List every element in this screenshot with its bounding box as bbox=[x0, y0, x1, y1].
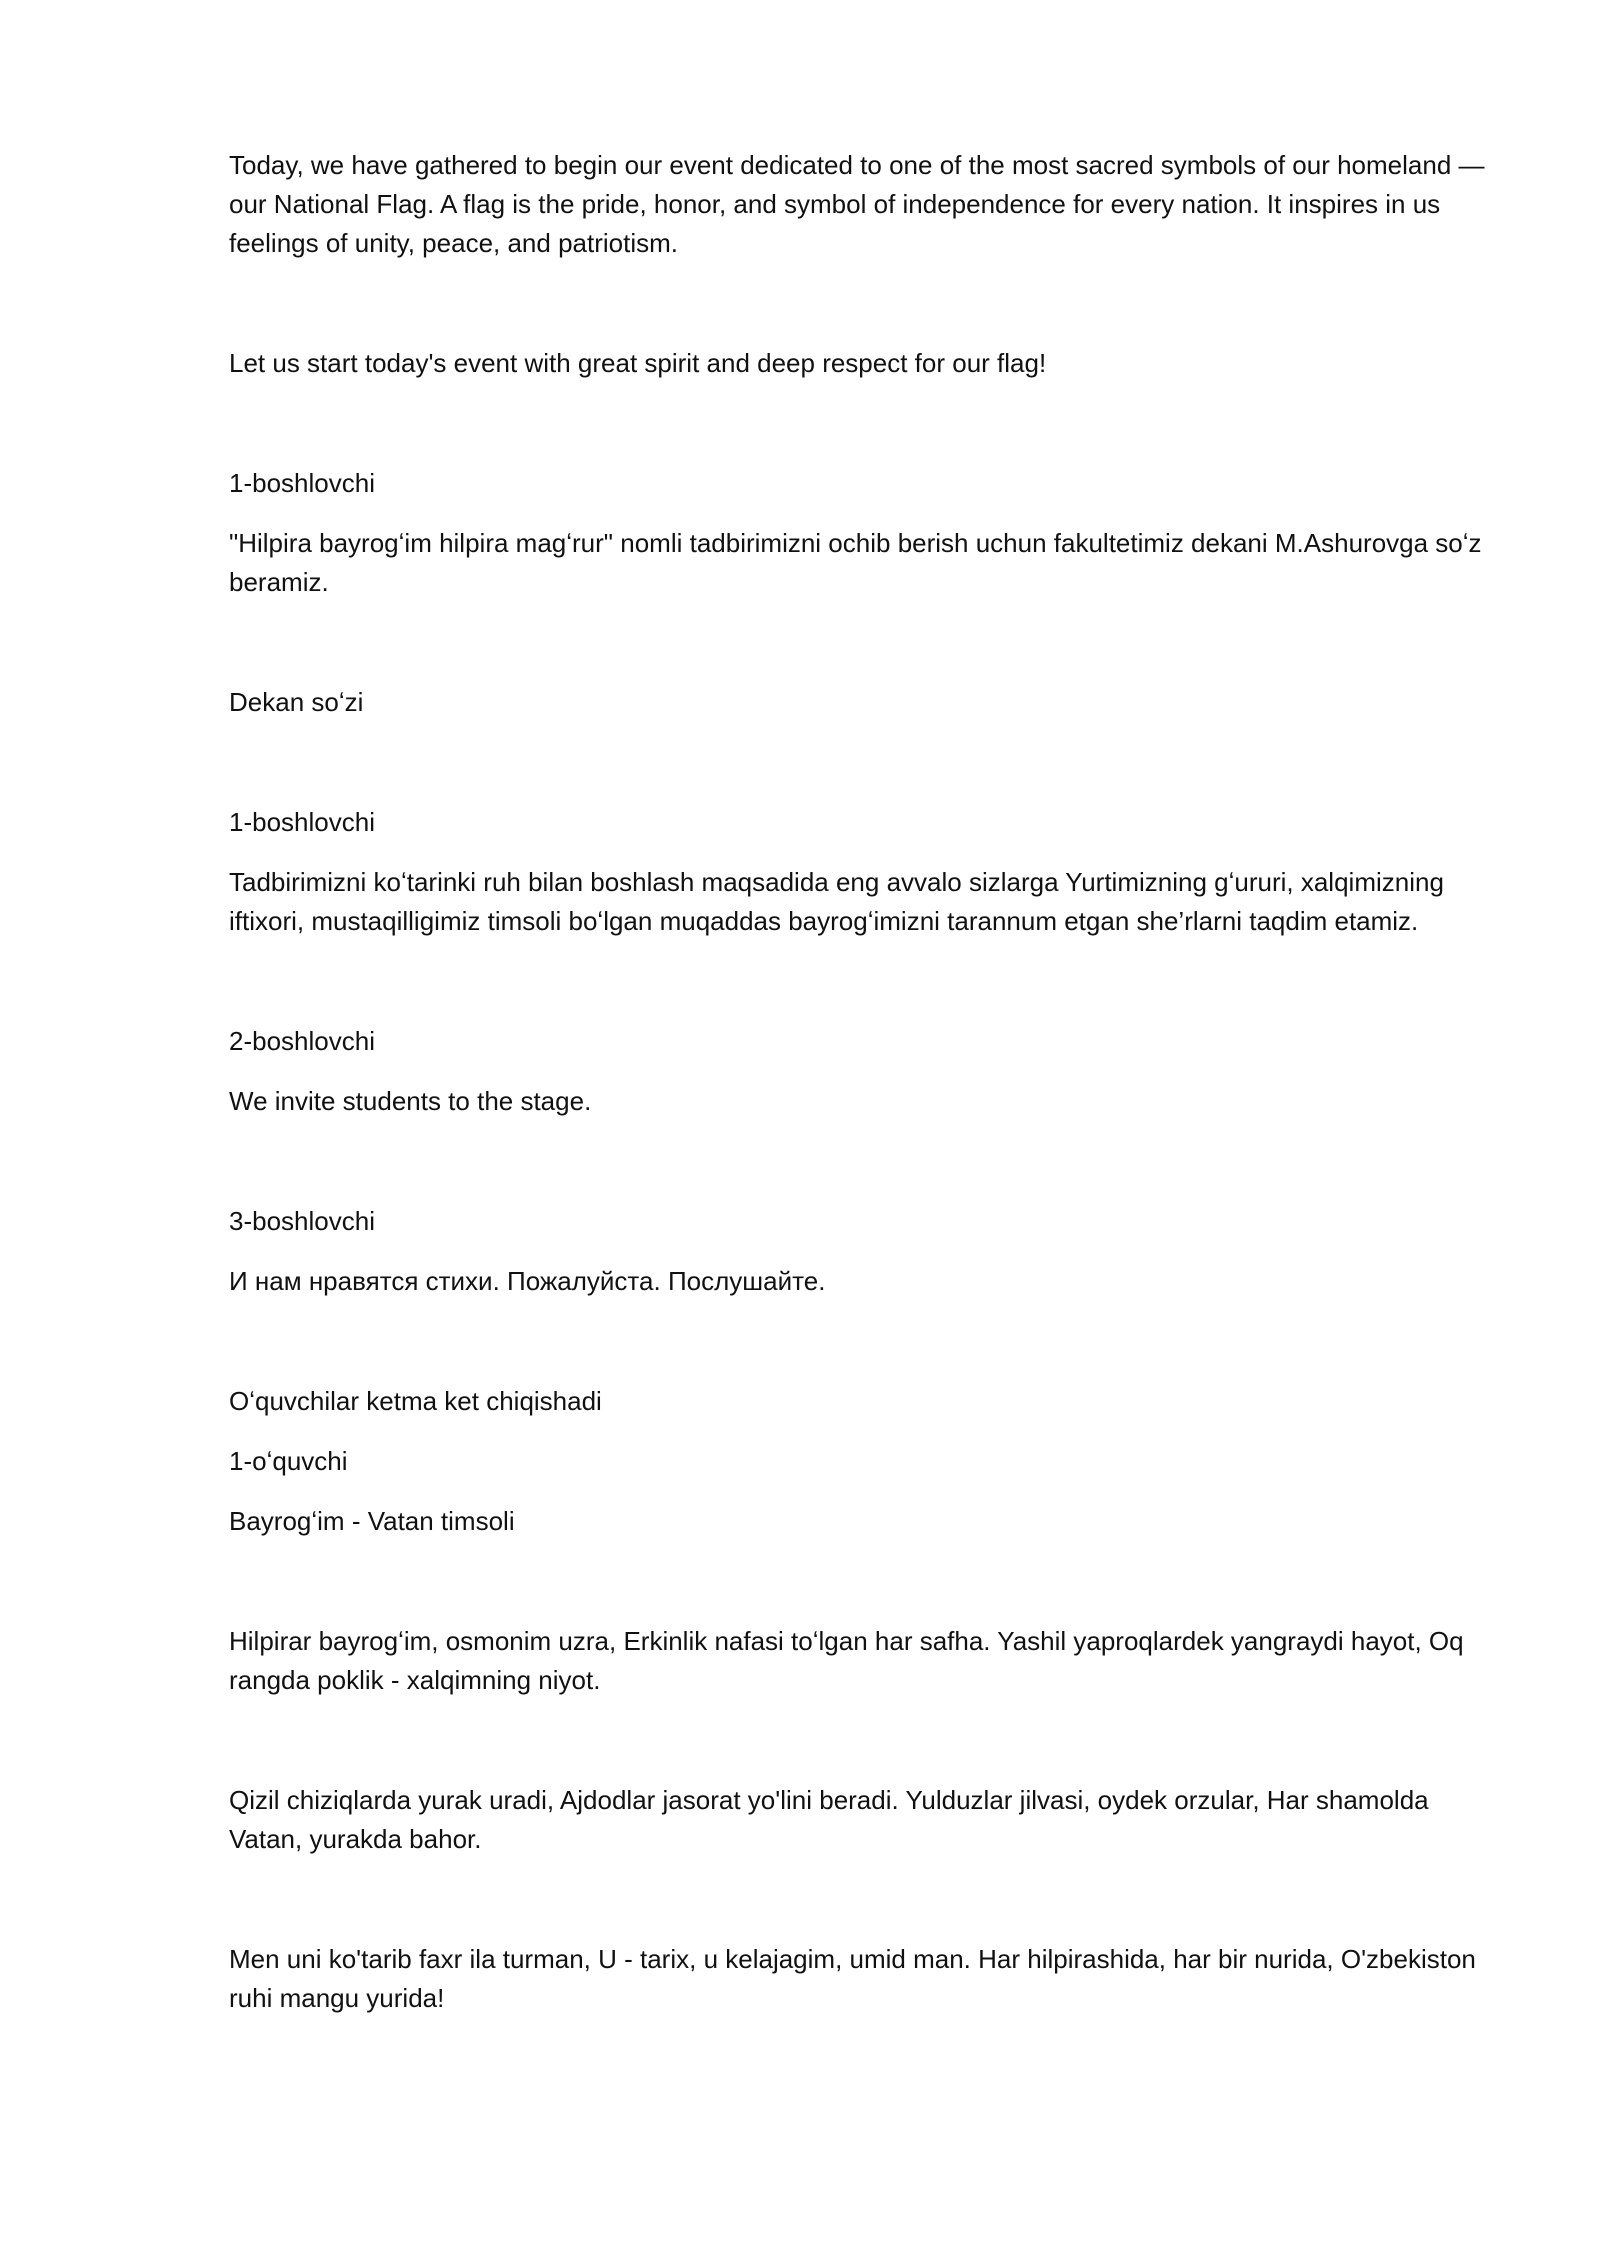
speaker-label: 2-boshlovchi bbox=[229, 1026, 375, 1056]
student-label: 1-oʻquvchi bbox=[229, 1446, 348, 1476]
speaker-label: 1-boshlovchi bbox=[229, 807, 375, 837]
speech-paragraph: "Hilpira bayrogʻim hilpira magʻrur" nomli tadbirimizni ochib berish uchun fakultetimiz dekani M.Ashurovga soʻz beramiz. bbox=[229, 528, 1482, 597]
speaker-label: 1-boshlovchi bbox=[229, 468, 375, 498]
speaker-label: 3-boshlovchi bbox=[229, 1206, 375, 1236]
opening-paragraph: Let us start today's event with great spirit and deep respect for our flag! bbox=[229, 348, 1047, 378]
poem-stanza: Qizil chiziqlarda yurak uradi, Ajdodlar jasorat yo'lini beradi. Yulduzlar jilvasi, oydek orzular, Har shamolda Vatan, yurakda bahor. bbox=[229, 1785, 1429, 1854]
speech-paragraph: Tadbirimizni koʻtarinki ruh bilan boshlash maqsadida eng avvalo sizlarga Yurtimizning gʻururi, xalqimizning iftixori, mustaqilligimiz timsoli boʻlgan muqaddas bayrogʻimizni tarannum etgan she’rlarni taqdim etamiz. bbox=[229, 867, 1444, 936]
poem-stanza: Hilpirar bayrogʻim, osmonim uzra, Erkinlik nafasi toʻlgan har safha. Yashil yaproqlardek yangraydi hayot, Oq rangda poklik - xalqimning niyot. bbox=[229, 1626, 1464, 1695]
stage-direction: Oʻquvchilar ketma ket chiqishadi bbox=[229, 1386, 602, 1416]
intro-paragraph: Today, we have gathered to begin our event dedicated to one of the most sacred symbols of our homeland — our National Flag. A flag is the pride, honor, and symbol of independence for every nation. It inspires in us feelings of unity, peace, and patriotism. bbox=[229, 150, 1485, 258]
speech-paragraph: И нам нравятся стихи. Пожалуйста. Послушайте. bbox=[229, 1266, 826, 1296]
speech-paragraph: We invite students to the stage. bbox=[229, 1086, 592, 1116]
document-body bbox=[229, 146, 1504, 2018]
poem-stanza: Men uni ko'tarib faxr ila turman, U - tarix, u kelajagim, umid man. Har hilpirashida, har bir nurida, O'zbekiston ruhi mangu yurida! bbox=[229, 1944, 1476, 2013]
section-heading: Dekan soʻzi bbox=[229, 687, 364, 717]
poem-title: Bayrogʻim - Vatan timsoli bbox=[229, 1506, 515, 1536]
